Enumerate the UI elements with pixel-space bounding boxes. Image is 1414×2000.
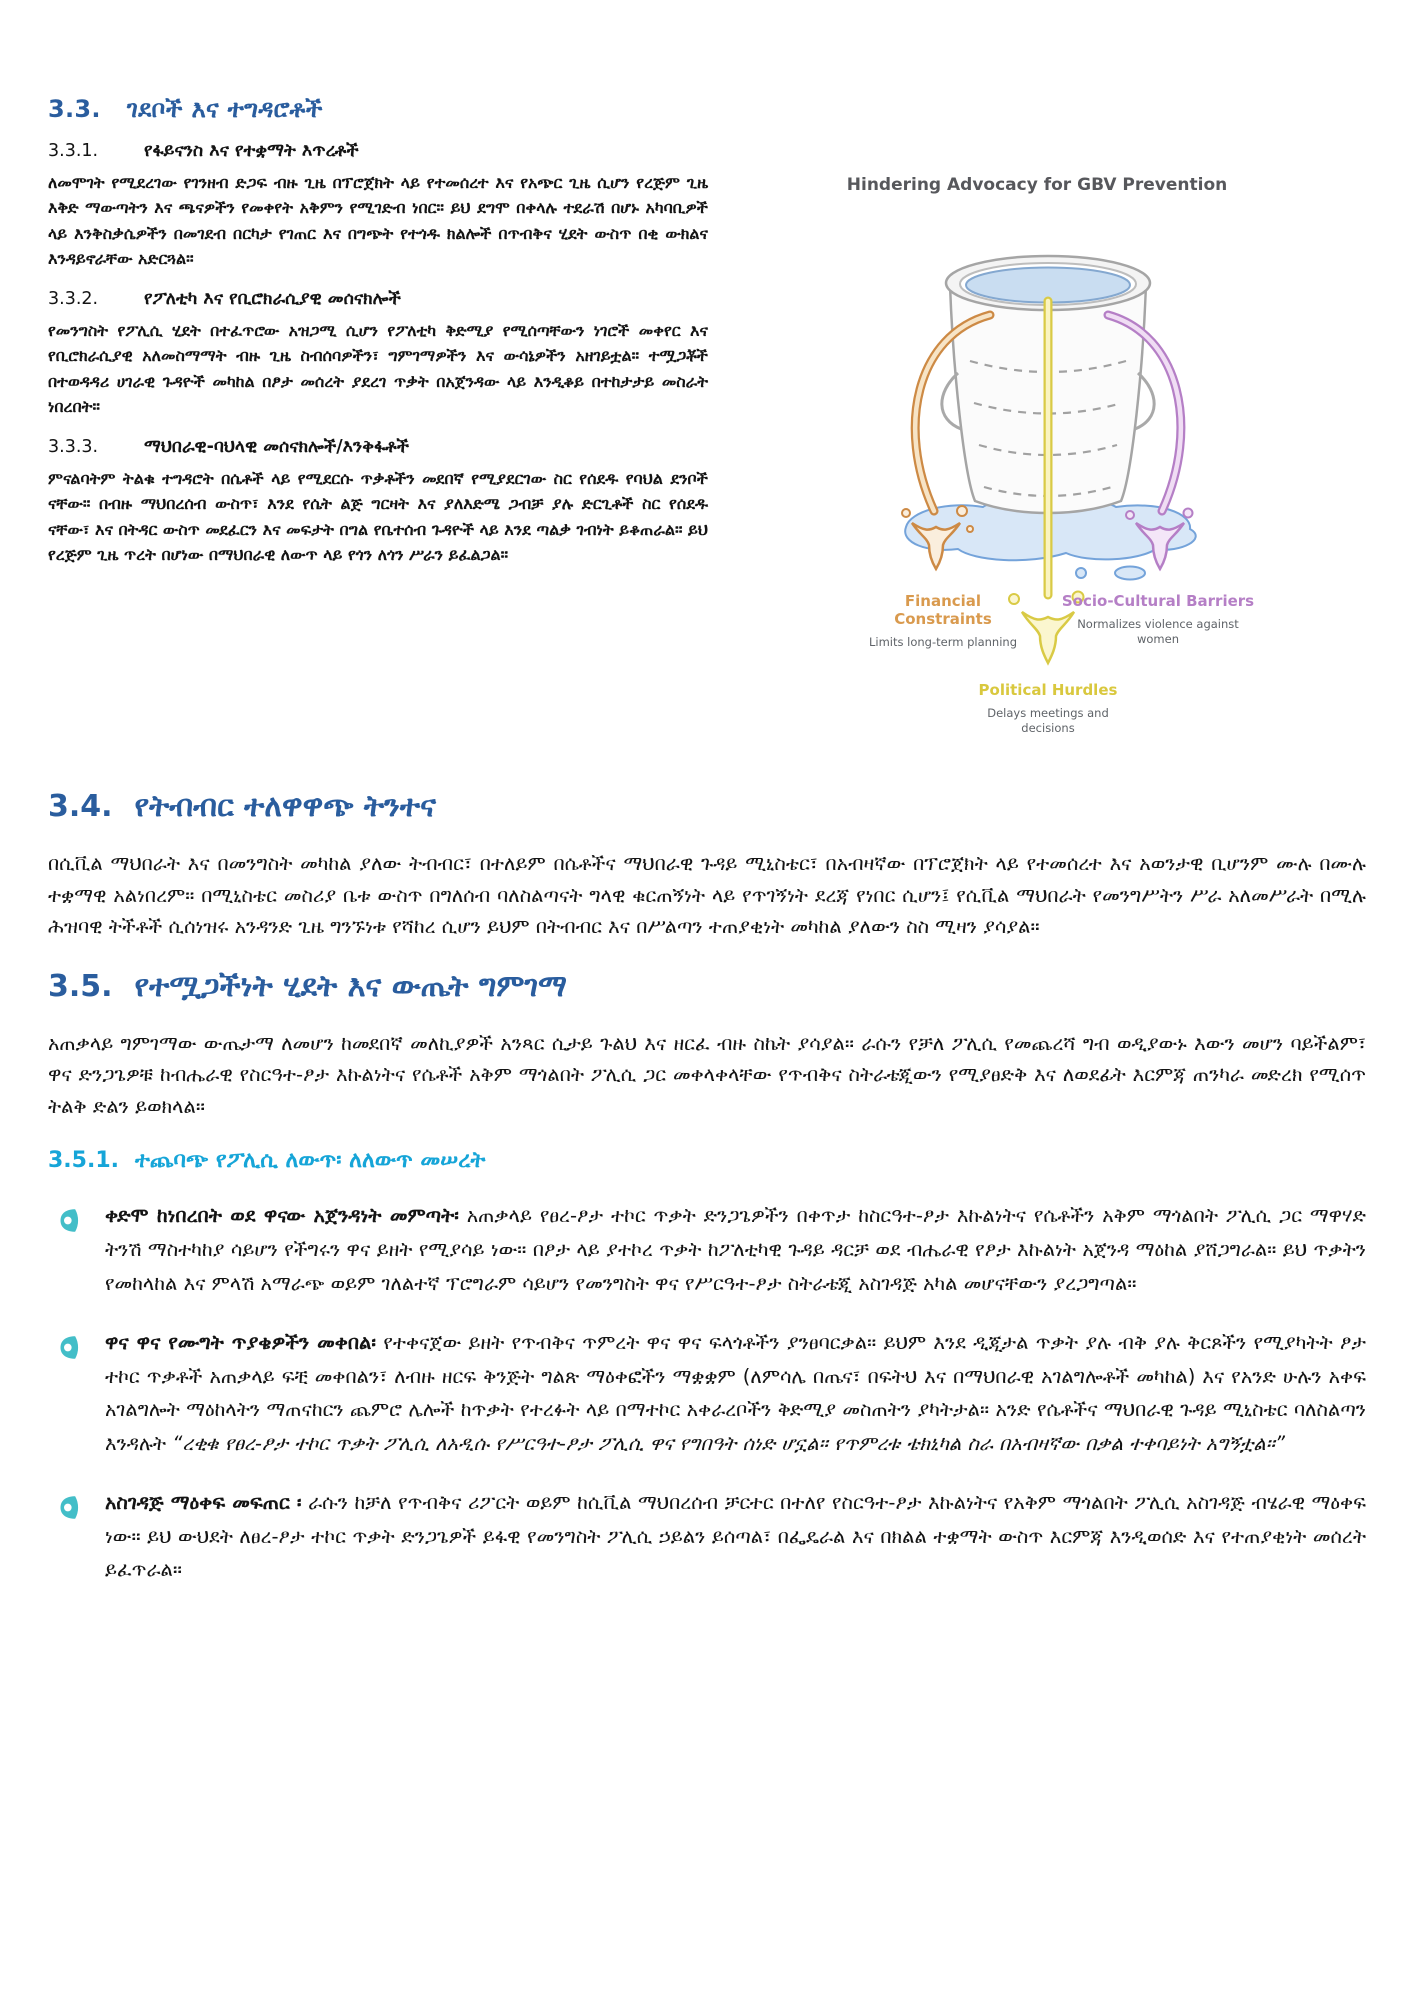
financial-constraints-label — [856, 592, 1030, 650]
figure-column — [708, 95, 1366, 763]
subsection-3-3-1-body: ለመሞገት የሚደረገው የገንዘብ ድጋፍ ብዙ ጊዜ በፕሮጀክት ላይ የተመሰረተ እና የአጭር ጊዜ ሲሆን የረጅም ጊዜ እቅድ ማውጣትን እና ጫናዎችን የመቀየት አቅምን የሚገድብ ነበር። ይህ ደግሞ በቀላሉ ተደራሽ በሆኑ አካባቢዎች ላይ እንቅስቃሴዎችን በመገደብ በርካታ የገጠር እና በግጭት የተጎዱ ክልሎች በጥብቅና ሂደት ውስጥ በቂ ውክልና እንዳይኖራቸው አድርጓል። — [48, 173, 708, 268]
section-3-4-heading — [48, 789, 1366, 824]
bullet-quote: “ረቂቁ የፀረ-ፆታ ተኮር ጥቃት ፖሊሲ ለአዲሱ የሥርዓተ-ፆታ ፖሊሲ ዋና የግበዓት ሰነድ ሆኗል። የጥምረቱ ቴክኒካል ስራ በአብዛኛው በቃል ተቀባይነት አግኝቷል።” — [172, 1431, 1285, 1455]
figure-hindering-advocacy — [708, 95, 1366, 763]
subsection-title: ማህበራዊ-ባህላዊ መሰናክሎች/እንቅፋቶች — [144, 437, 409, 458]
subsection-3-3-2-body: የመንግስት የፖሊሲ ሂደት በተፈጥሮው አዝጋሚ ሲሆን የፖለቲካ ቅድሚያ የሚሰጣቸውን ነገሮች መቀየር እና የቢሮክራሲያዊ አለመስማማት ብዙ ጊዜ ስብሰባዎችን፣ ግምገማዎችን እና ውሳኔዎችን አዘገይቷል። ተሟጋቾች በተወዳዳሪ ሀገራዊ ጉዳዮች መካከል በፆታ መሰረት ያደረገ ጥቃት በአጀንዳው ላይ እንዲቆይ በተከታታይ መስራት ነበረበት። — [48, 321, 708, 416]
subsection-3-3-3-heading — [48, 437, 708, 457]
section-title: የተሟጋችነት ሂደት እና ውጤት ግምገማ — [134, 968, 567, 1004]
bullet-item-advocacy-demands — [48, 1326, 1366, 1460]
bullet-body: አጠቃላይ የፀረ-ፆታ ተኮር ጥቃት ድንጋጌዎችን በቀጥታ ከስርዓተ-ፆታ እኩልነትና የሴቶችን አቅም ማጎልበት ፖሊሲ ጋር ማዋሃድ ትንሽ ማስተካከያ ሳይሆን የችግሩን ዋና ይዘት የሚያሳይ ነው። በፆታ ላይ ያተኮረ ጥቃት ከፖለቲካዊ ጉዳይ ዳርቻ ወደ ብሔራዊ የፆታ እኩልነት አጀንዳ ማዕከል ያሸጋግራል። ይህ ጥቃትን የመከላከል እና ምላሽ አማራጭ ወይም ገለልተኛ ፕሮግራም ሳይሆን የመንግስት ዋና የሥርዓተ-ፆታ ስትራቴጂ አስገዳጅ አካል መሆናቸውን ያረጋግጣል። — [105, 1204, 1366, 1295]
subsection-number: 3.3.1. — [48, 141, 99, 161]
leak-description: Normalizes violence against women — [1077, 617, 1239, 646]
drop-icon — [56, 1334, 83, 1361]
section-title: ገደቦች እና ተግዳሮቶች — [126, 95, 323, 123]
section-3-5-heading — [48, 969, 1366, 1004]
section-title: የትብብር ተለዋዋጭ ትንተና — [134, 789, 437, 824]
leak-label: Financial Constraints — [894, 592, 992, 628]
bullet-text — [105, 1326, 1366, 1460]
leak-label: Socio-Cultural Barriers — [1061, 592, 1255, 610]
subsection-3-3-3-body: ምናልባትም ትልቁ ተግዳሮት በሴቶች ላይ የሚደርሱ ጥቃቶችን መደበኛ የሚያደርገው ስር የሰደዱ የባህል ደንቦች ናቸው። በብዙ ማህበረሰብ ውስጥ፣ እንደ የሴት ልጅ ግርዛት እና ያለእድሜ ጋብቻ ያሉ ድርጊቶች ስር የሰደዱ ናቸው፣ እና በትዳር ውስጥ መደፈርን እና መፍታት በግል የቤተሰብ ጉዳዮች ላይ እንደ ጣልቃ ገብነት ይቆጠራል። ይህ የረጅም ጊዜ ጥረት በሆነው በማህበራዊ ለውጥ ላይ የጎን ለጎን ሥራን ይፈልጋል። — [48, 469, 708, 564]
subsection-3-5-1-heading — [48, 1148, 1366, 1173]
leak-label: Political Hurdles — [978, 681, 1118, 699]
bullet-lead: ዋና ዋና የሙግት ጥያቄዎችን መቀበል፡ — [105, 1331, 376, 1355]
bullet-item-binding-framework — [48, 1486, 1366, 1587]
political-hurdles-label — [961, 681, 1135, 736]
subsection-number: 3.5.1. — [48, 1148, 119, 1174]
section-number: 3.3. — [48, 95, 101, 123]
section-number: 3.5. — [48, 968, 113, 1004]
subsection-title: ተጨባጭ የፖሊሲ ለውጥ፡ ለለውጥ መሠረት — [135, 1148, 486, 1174]
section-3-5-body: አጠቃላይ ግምገማው ውጤታማ ለመሆን ከመደበኛ መለኪያዎች አንጻር ሲታይ ጉልህ እና ዘርፈ ብዙ ስኬት ያሳያል። ራሱን የቻለ ፖሊሲ የመጨረሻ ግብ ወዲያውኑ እውን መሆን ባይችልም፣ ዋና ድንጋጌዎቹ ከብሔራዊ የስርዓተ-ፆታ እኩልነትና የሴቶች አቅም ማጎልበት ፖሊሲ ጋር መቀላቀላቸው የጥብቅና ስትራቴጂውን የሚያፀድቅ እና ለወደፊት እርምጃ ጠንካራ መድረክ የሚሰጥ ትልቅ ድልን ይወክላል። — [48, 1031, 1366, 1118]
bullet-lead: አስገዳጅ ማዕቀፍ መፍጠር ፡ — [105, 1491, 302, 1515]
section-number: 3.4. — [48, 789, 113, 824]
figure-title: Hindering Advocacy for GBV Prevention — [846, 175, 1228, 195]
drop-icon — [56, 1207, 83, 1234]
subsection-title: የፋይናንስ እና የተቋማት እጥረቶች — [144, 141, 359, 161]
subsection-number: 3.3.2. — [48, 289, 99, 310]
leak-description: Delays meetings and decisions — [987, 706, 1109, 735]
subsection-3-3-1-heading — [48, 141, 708, 161]
section-3-3 — [48, 95, 1366, 763]
bullet-text — [105, 1199, 1366, 1300]
leak-description: Limits long-term planning — [869, 635, 1017, 649]
subsection-number: 3.3.3. — [48, 437, 99, 458]
section-3-3-text-column — [48, 95, 708, 763]
bullet-item-policy-mainstreaming — [48, 1199, 1366, 1300]
bullet-text — [105, 1486, 1366, 1587]
socio-cultural-barriers-label — [1060, 592, 1256, 647]
section-3-3-heading — [48, 95, 708, 123]
bullet-lead: ቀድሞ ከነበረበት ወደ ዋናው አጀንዳነት መምጣት፡ — [105, 1204, 459, 1228]
subsection-3-3-2-heading — [48, 289, 708, 309]
drop-icon — [56, 1494, 83, 1521]
bullet-body: ራሱን ከቻለ የጥብቅና ሪፖርት ወይም ከሲቪል ማህበረሰብ ቻርተር በተለየ የስርዓተ-ፆታ እኩልነትና የአቅም ማጎልበት ፖሊሲ አስገዳጅ ብሄራዊ ማዕቀፍ ነው። ይህ ውህደት ለፀረ-ፆታ ተኮር ጥቃት ድንጋጌዎች ይፋዊ የመንግስት ፖሊሲ ኃይልን ይሰጣል፣ በፌዴራል እና በክልል ተቋማት ውስጥ እርምጃ እንዲወሰድ እና የተጠያቂነት መሰረት ይፈጥራል። — [105, 1491, 1366, 1582]
subsection-title: የፖለቲካ እና የቢሮክራሲያዊ መሰናክሎች — [144, 289, 401, 310]
section-3-4-body: በሲቪል ማህበራት እና በመንግስት መካከል ያለው ትብብር፣ በተለይም በሴቶችና ማህበራዊ ጉዳይ ሚኒስቴር፣ በአብዛኛው በፕሮጀክት ላይ የተመሰረተ እና አወንታዊ ቢሆንም ሙሉ በሙሉ ተቋማዊ አልነበረም። በሚኒስቴር መስሪያ ቤቱ ውስጥ በግለሰብ ባለስልጣናት ግላዊ ቁርጠኝነት ላይ የጥገኝነት ደረጃ የነበር ሲሆን፤ የሲቪል ማህበራት የመንግሥትን ሥራ አለመሥራት በሚሉ ሕዝባዊ ትችቶች ሲሰነዝሩ አንዳንድ ጊዜ ግንኙነቱ የሻከረ ሲሆን ይህም በትብብር እና በሥልጣን ተጠያቂነት መካከል ያለውን ስስ ሚዛን ያሳያል። — [48, 852, 1366, 939]
bullet-body: የተቀናጀው ይዘት የጥብቅና ጥምረት ዋና ዋና ፍላጎቶችን ያንፀባርቃል። ይህም እንደ ዲጂታል ጥቃት ያሉ ብቅ ያሉ ቅርጾችን የሚያካትት ፆታ ተኮር ጥቃቶች አጠቃላይ ፍቺ መቀበልን፣ ለብዙ ዘርፍ ቅንጅት ግልጽ ማዕቀፎችን ማቋቋም (ለምሳሌ በጤና፣ በፍትህ እና በማህበራዊ አገልግሎቶች መካከል) እና የአንድ ሁሉን አቀፍ አገልግሎት ማዕከላትን ማጠናከርን ጨምሮ ሌሎች ከጥቃት የተረፉት ላይ በማተኮር አቀራረቦችን ቅድሚያ መስጠትን ያካትታል። አንድ የሴቶችና ማህበራዊ ጉዳይ ሚኒስቴር ባለስልጣን እንዳሉት — [105, 1331, 1367, 1455]
